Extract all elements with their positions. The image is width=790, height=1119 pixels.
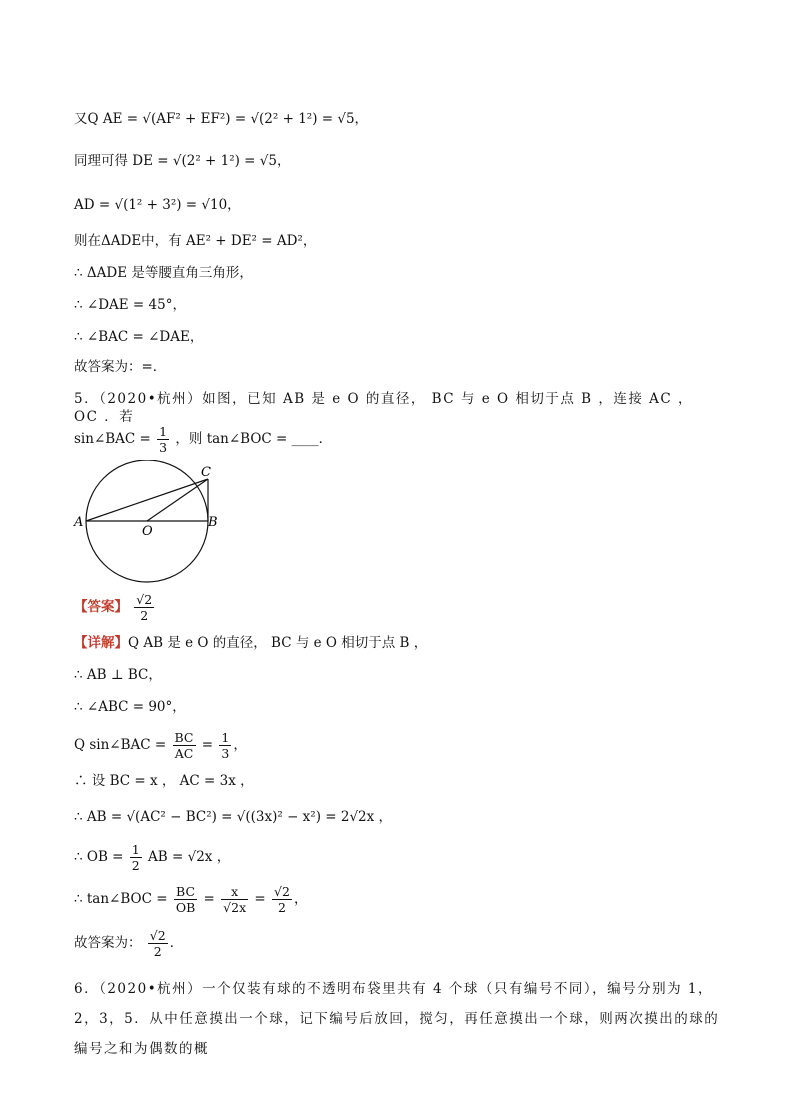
final-answer-5: 故答案为： $\frac{√2}{2}$ ． — [74, 928, 184, 959]
label-c: C — [201, 465, 211, 480]
problem6-text: 6．（2020•杭州）一个仅装有球的不透明布袋里共有 4 个球（只有编号不同），编号分别为 1，2，3，5．从中任意摸出一个球，记下编号后放回，搅匀，再任意摸出一个球，则两次摸出的球的编号之和为偶数的概 — [74, 981, 720, 1057]
step-de-length: 同理可得 DE = √(2² + 1²) = √5， — [74, 153, 291, 169]
circle-figure — [70, 460, 230, 600]
step-isosceles-right: ∴ ΔADE 是等腰直角三角形， — [74, 265, 253, 281]
step-set-variables: ∴ 设 BC = x ， AC = 3x ， — [74, 773, 254, 789]
step-angle-dae: ∴ ∠DAE = 45°， — [74, 297, 186, 313]
step-sin: Q sin∠BAC = $\frac{BC}{AC}$ = $\frac{1}{3}$ ， — [74, 730, 247, 761]
step-right-angle: ∴ ∠ABC = 90°， — [74, 699, 186, 715]
step-perpendicular: ∴ AB ⊥ BC， — [74, 667, 162, 683]
segment-ac — [86, 479, 208, 521]
step-ae-length: 又Q AE = √(AF² + EF²) = √(2² + 1²) = √5， — [74, 111, 369, 127]
label-b: B — [208, 515, 218, 530]
segment-oc — [147, 479, 208, 521]
detail-line: 【详解】Q AB 是 e O 的直径， BC 与 e O 相切于点 B ， — [74, 635, 428, 651]
step-pythagoras: 则在ΔADE中，有 AE² + DE² = AD²， — [74, 233, 317, 249]
step-ob-length: ∴ OB = $\frac{1}{2}$ AB = √2x ， — [74, 842, 231, 873]
answer-line-4: 故答案为：=． — [74, 359, 167, 375]
problem5-stem-line2: sin∠BAC = $\frac{1}{3}$ ，则 tan∠BOC = ____． — [74, 424, 333, 455]
label-a: A — [74, 515, 84, 530]
label-o: O — [142, 524, 153, 539]
step-tan: ∴ tan∠BOC = $\frac{BC}{OB}$ = $\frac{x}{√2x}$ = $\frac{√2}{2}$ ， — [74, 884, 308, 915]
step-angle-equal: ∴ ∠BAC = ∠DAE， — [74, 329, 204, 345]
step-ad-length: AD = √(1² + 3²) = √10， — [74, 197, 241, 213]
step-ab-length: ∴ AB = √(AC² − BC²) = √((3x)² − x²) = 2√2x ， — [74, 809, 393, 825]
answer-line-5: 【答案】 $\frac{√2}{2}$ — [74, 592, 153, 623]
problem5-stem: 5．（2020•杭州）如图，已知 AB 是 e O 的直径， BC 与 e O 相切于点 B ，连接 AC ， OC ．若 — [74, 391, 694, 425]
